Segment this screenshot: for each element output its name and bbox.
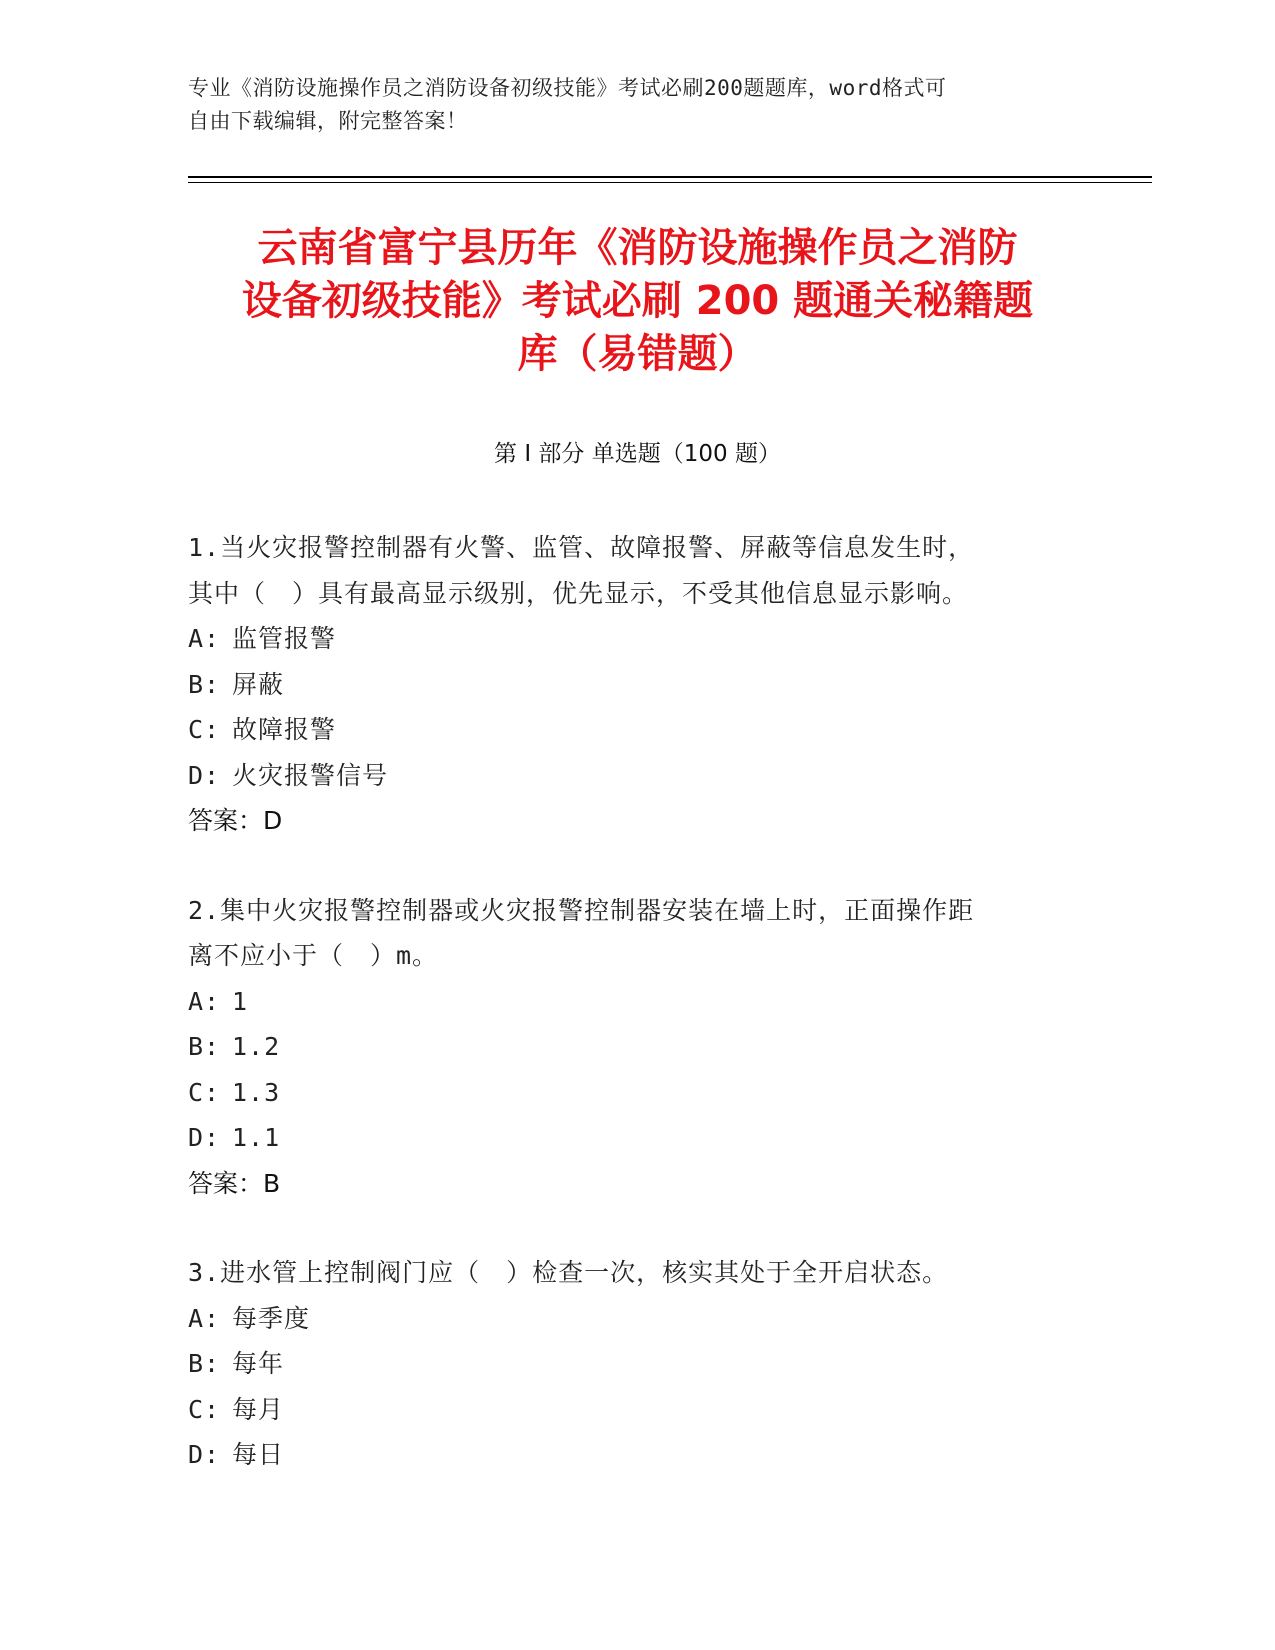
option-letter: B: (188, 669, 221, 699)
document-title-line-3: 库（易错题） (517, 331, 758, 377)
question-3 (188, 1250, 1068, 1478)
option-text: 每日 (232, 1440, 285, 1469)
option-c (188, 707, 1068, 753)
question-spacer (188, 844, 1068, 888)
option-a (188, 1296, 1068, 1342)
document-title-line-1: 云南省富宁县历年《消防设施操作员之消防 (257, 225, 1018, 271)
option-letter: D: (188, 760, 221, 790)
question-stem: 1.当火灾报警控制器有火警、监管、故障报警、屏蔽等信息发生时， (188, 533, 975, 562)
question-stem-continued: 离不应小于（ ）m。 (188, 941, 439, 970)
option-letter: D: (188, 1440, 221, 1469)
option-b (188, 662, 1068, 708)
option-a (188, 616, 1068, 662)
option-d (188, 1115, 1068, 1161)
option-c (188, 1070, 1068, 1116)
header-note-line-2: 自由下载编辑，附完整答案！ (188, 109, 468, 133)
option-letter: C: (188, 1394, 221, 1424)
option-letter: B: (188, 1349, 221, 1378)
question-1 (188, 525, 1068, 844)
question-spacer (188, 1206, 1068, 1250)
option-text: 每月 (232, 1394, 285, 1424)
option-letter: A: (188, 624, 221, 653)
question-stem: 3.进水管上控制阀门应（ ）检查一次，核实其处于全开启状态。 (188, 1258, 949, 1287)
section-title: 第 I 部分 单选题（100 题） (494, 441, 781, 467)
option-text: 故障报警 (232, 715, 337, 744)
option-letter: B: (188, 1032, 221, 1061)
option-b (188, 1024, 1068, 1070)
option-text: 1 (232, 986, 249, 1016)
option-d (188, 1432, 1068, 1478)
question-stem-continued: 其中（ ）具有最高显示级别，优先显示，不受其他信息显示影响。 (188, 578, 969, 608)
option-letter: D: (188, 1123, 221, 1152)
option-text: 屏蔽 (232, 669, 285, 699)
document-title-line-2: 设备初级技能》考试必刷 200 题通关秘籍题 (241, 278, 1034, 324)
option-letter: C: (188, 1077, 221, 1107)
option-c (188, 1387, 1068, 1433)
header-note-line-1: 专业《消防设施操作员之消防设备初级技能》考试必刷200题题库，word格式可 (188, 76, 947, 100)
header-divider-thick (188, 176, 1152, 178)
header-note (188, 72, 1068, 138)
option-a (188, 979, 1068, 1025)
question-list (188, 525, 1068, 1478)
option-b (188, 1341, 1068, 1387)
option-text: 1.2 (232, 1032, 281, 1061)
answer-line: 答案：D (188, 806, 283, 835)
question-2 (188, 888, 1068, 1207)
option-text: 每年 (232, 1349, 285, 1378)
option-letter: A: (188, 986, 221, 1016)
option-d (188, 753, 1068, 799)
option-text: 监管报警 (232, 624, 337, 653)
answer-line: 答案：B (188, 1168, 281, 1198)
option-text: 1.3 (232, 1077, 281, 1107)
option-text: 火灾报警信号 (232, 760, 389, 790)
option-letter: A: (188, 1303, 221, 1333)
option-letter: C: (188, 715, 221, 744)
option-text: 1.1 (232, 1123, 281, 1152)
document-title (150, 222, 1125, 381)
header-divider-thin (188, 182, 1152, 183)
option-text: 每季度 (232, 1303, 311, 1333)
question-stem: 2.集中火灾报警控制器或火灾报警控制器安装在墙上时，正面操作距 (188, 895, 975, 925)
